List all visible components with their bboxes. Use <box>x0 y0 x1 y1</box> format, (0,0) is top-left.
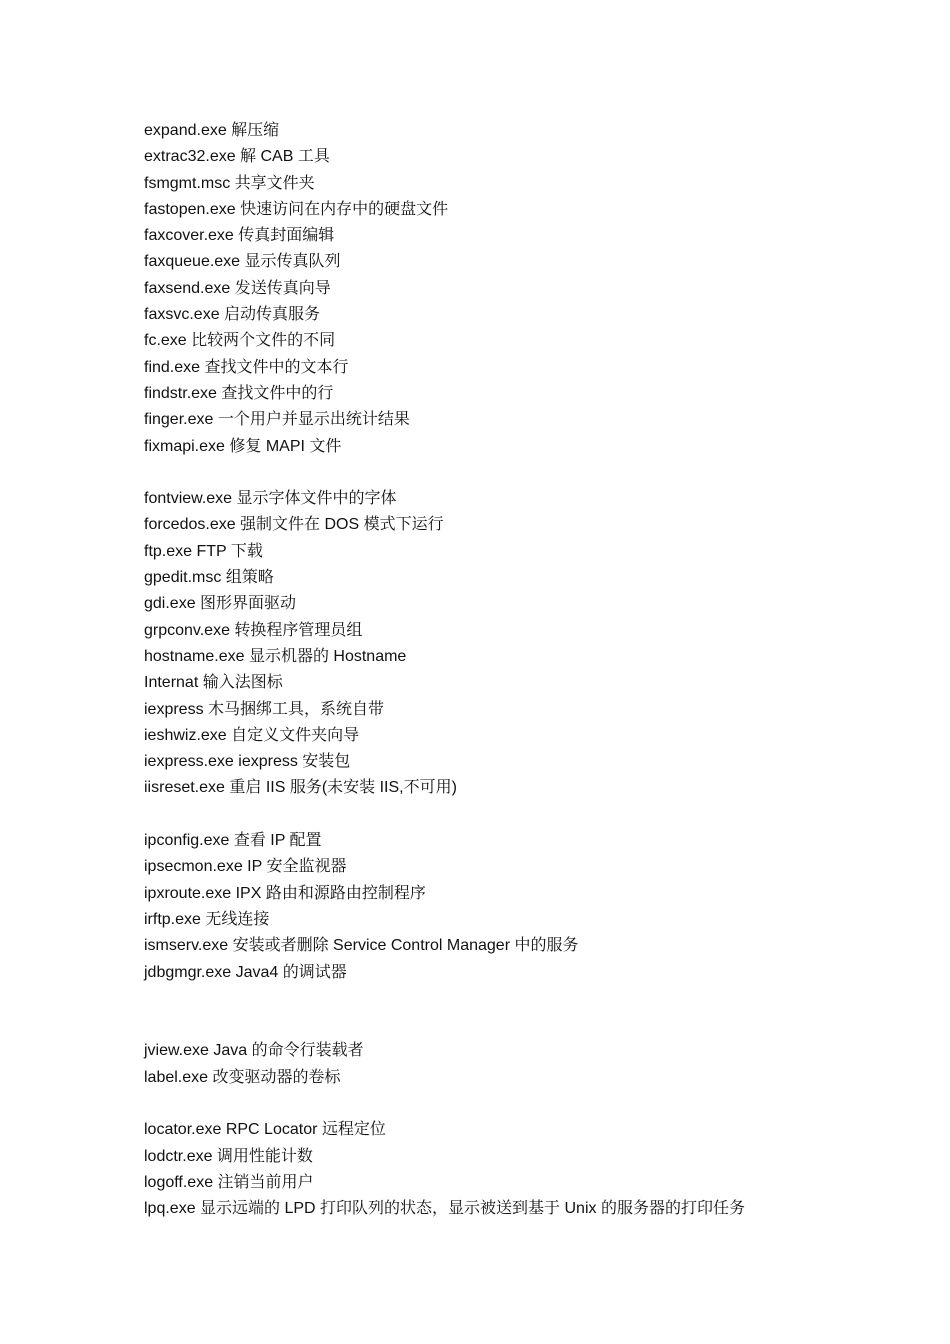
command-line: fc.exe 比较两个文件的不同 <box>144 332 336 350</box>
command-line: faxsvc.exe 启动传真服务 <box>144 306 321 324</box>
command-line: irftp.exe 无线连接 <box>144 910 270 928</box>
spacer <box>144 1091 904 1117</box>
command-line: faxsend.exe 发送传真向导 <box>144 279 331 297</box>
command-line: ipsecmon.exe IP 安全监视器 <box>144 858 347 876</box>
command-line: fsmgmt.msc 共享文件夹 <box>144 174 315 192</box>
command-line: hostname.exe 显示机器的 Hostname <box>144 647 407 665</box>
command-line: expand.exe 解压缩 <box>144 122 280 139</box>
command-line: ieshwiz.exe 自定义文件夹向导 <box>144 726 360 744</box>
command-line: finger.exe 一个用户并显示出统计结果 <box>144 411 410 429</box>
command-line: fastopen.exe 快速访问在内存中的硬盘文件 <box>144 200 449 218</box>
command-line: logoff.exe 注销当前用户 <box>144 1173 314 1191</box>
command-line: iexpress.exe iexpress 安装包 <box>144 753 351 771</box>
command-line: forcedos.exe 强制文件在 DOS 模式下运行 <box>144 516 444 534</box>
command-line: gpedit.msc 组策略 <box>144 569 274 587</box>
spacer <box>144 986 904 1039</box>
command-line: lodctr.exe 调用性能计数 <box>144 1147 313 1165</box>
document-page <box>144 118 904 1222</box>
command-line: jview.exe Java 的命令行装载者 <box>144 1042 364 1060</box>
command-line: find.exe 查找文件中的文本行 <box>144 358 349 376</box>
command-line: Internat 输入法图标 <box>144 674 283 692</box>
command-list-group <box>144 1117 904 1222</box>
command-line: locator.exe RPC Locator 远程定位 <box>144 1121 386 1139</box>
command-list-group <box>144 118 904 460</box>
command-line: ismserv.exe 安装或者删除 Service Control Manager 中的服务 <box>144 937 579 955</box>
command-line: gdi.exe 图形界面驱动 <box>144 595 297 613</box>
spacer <box>144 460 904 486</box>
command-line: jdbgmgr.exe Java4 的调试器 <box>144 963 347 981</box>
command-line: findstr.exe 查找文件中的行 <box>144 384 334 402</box>
command-line: ftp.exe FTP 下载 <box>144 542 263 560</box>
command-line: ipxroute.exe IPX 路由和源路由控制程序 <box>144 884 426 902</box>
command-list-group <box>144 828 904 986</box>
command-line: label.exe 改变驱动器的卷标 <box>144 1068 341 1086</box>
command-line: fixmapi.exe 修复 MAPI 文件 <box>144 437 342 455</box>
spacer <box>144 802 904 828</box>
command-line: lpq.exe 显示远端的 LPD 打印队列的状态，显示被送到基于 Unix 的服务器的打印任务 <box>144 1200 745 1218</box>
command-line: iexpress 木马捆绑工具，系统自带 <box>144 700 385 718</box>
command-line: faxcover.exe 传真封面编辑 <box>144 227 335 245</box>
command-line: fontview.exe 显示字体文件中的字体 <box>144 490 397 508</box>
command-list-group <box>144 1038 904 1091</box>
command-list-group <box>144 486 904 802</box>
command-line: iisreset.exe 重启 IIS 服务(未安装 IIS,不可用) <box>144 779 457 797</box>
command-line: extrac32.exe 解 CAB 工具 <box>144 148 330 166</box>
command-line: ipconfig.exe 查看 IP 配置 <box>144 832 322 850</box>
command-line: grpconv.exe 转换程序管理员组 <box>144 621 363 639</box>
command-line: faxqueue.exe 显示传真队列 <box>144 253 341 271</box>
